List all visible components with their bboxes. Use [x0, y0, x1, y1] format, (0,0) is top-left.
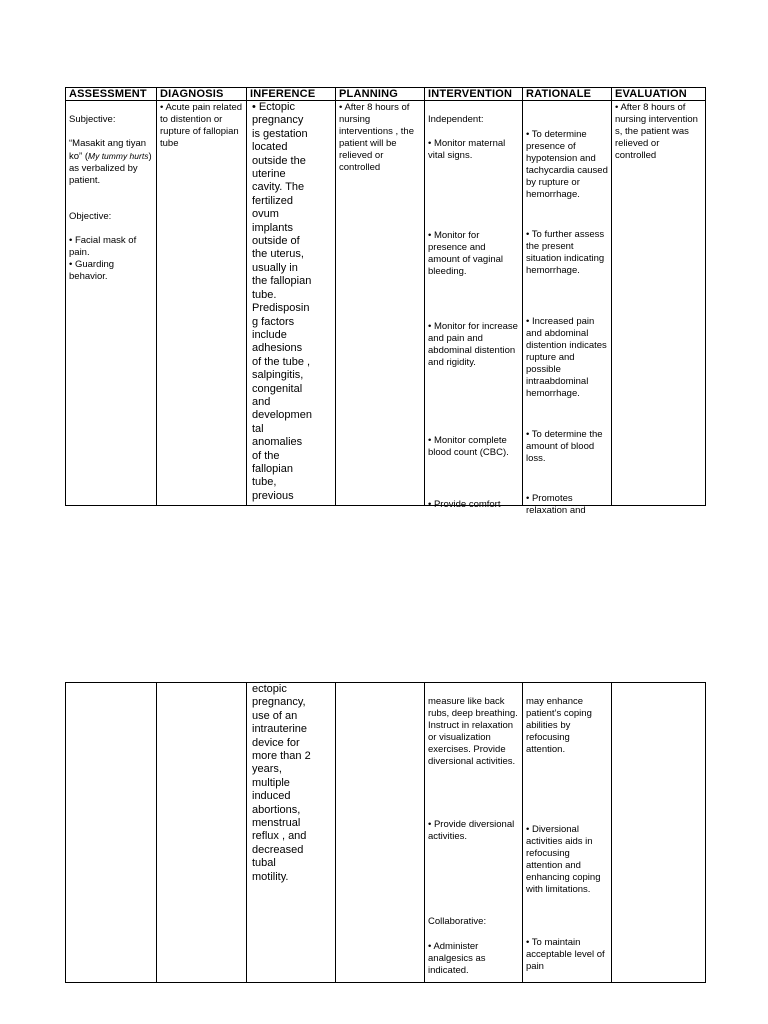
independent-label: Independent:	[428, 114, 484, 125]
header-planning: PLANNING	[336, 88, 425, 101]
planning-text: • After 8 hours of nursing interventions , the patient will be relieved or controlled	[339, 102, 414, 173]
inference-cell	[247, 683, 336, 983]
assessment-cell	[66, 683, 157, 983]
rationale-item: • To further assess the present situation indicating hemorrhage.	[526, 229, 605, 276]
rationale-item: • Increased pain and abdominal distention indicates rupture and possible intraabdominal hemorrhage.	[526, 316, 607, 399]
header-row	[66, 88, 706, 101]
header-assessment: ASSESSMENT	[66, 88, 157, 101]
rationale-item: • To determine presence of hypotension and tachycardia caused by rupture or hemorrhage.	[526, 129, 608, 200]
inference-cell	[247, 101, 336, 506]
rationale-cell	[523, 683, 612, 983]
intervention-cell	[425, 101, 523, 510]
content-row-continued	[66, 683, 706, 983]
evaluation-cell	[612, 683, 706, 983]
planning-cell	[336, 101, 425, 506]
evaluation-cell	[612, 101, 706, 506]
rationale-item: • To maintain acceptable level of pain	[526, 937, 605, 972]
subjective-label: Subjective:	[69, 114, 116, 125]
rationale-item: • Promotes relaxation and	[526, 493, 586, 516]
planning-cell	[336, 683, 425, 983]
rationale-item: • To determine the amount of blood loss.	[526, 429, 603, 464]
header-inference: INFERENCE	[247, 88, 336, 101]
intervention-continued: measure like back rubs, deep breathing. Instruct in relaxation or visualization exercises. Provide diversional activities.	[428, 696, 518, 767]
header-rationale: RATIONALE	[523, 88, 612, 101]
rationale-cell	[523, 101, 612, 516]
intervention-item: • Provide diversional activities.	[428, 819, 515, 842]
rationale-item: • Diversional activities aids in refocusing attention and enhancing coping with limitations.	[526, 824, 601, 895]
intervention-item: • Provide comfort	[428, 499, 501, 510]
header-intervention: INTERVENTION	[425, 88, 523, 101]
inference-text-continued: ectopic pregnancy, use of an intrauterine device for more than 2 years, multiple induced abortions, menstrual reflux , and decreased tubal motility.	[252, 683, 311, 883]
quote-translation: My tummy hurts	[88, 151, 149, 161]
content-row	[66, 101, 706, 506]
collaborative-item: • Administer analgesics as indicated.	[428, 941, 486, 976]
header-evaluation: EVALUATION	[612, 88, 706, 101]
diagnosis-cell	[157, 101, 247, 506]
assessment-cell	[66, 101, 157, 506]
diagnosis-text: • Acute pain related to distention or rupture of fallopian tube	[160, 102, 243, 149]
rationale-continued: may enhance patient’s coping abilities by refocusing attention.	[526, 696, 592, 755]
collaborative-label: Collaborative:	[428, 916, 487, 927]
intervention-cell	[425, 683, 523, 983]
nursing-care-plan-table-page-2	[65, 682, 706, 983]
intervention-item: • Monitor complete blood count (CBC).	[428, 435, 509, 458]
diagnosis-cell	[157, 683, 247, 983]
header-diagnosis: DIAGNOSIS	[157, 88, 247, 101]
intervention-item: • Monitor maternal vital signs.	[428, 138, 506, 161]
subjective-quote: “Masakit ang tiyan ko” (My tummy hurts) as verbalized by patient.	[69, 138, 152, 186]
evaluation-text: • After 8 hours of nursing intervention s, the patient was relieved or controlled	[615, 102, 698, 161]
intervention-item: • Monitor for presence and amount of vaginal bleeding.	[428, 230, 503, 277]
nursing-care-plan-table-page-1	[65, 87, 706, 516]
objective-label: Objective:	[69, 211, 112, 222]
inference-text: • Ectopic pregnancy is gestation located outside the uterine cavity. The fertilized ovum implants outside of the uterus, usually in the fallopian tube. Predisposin g factors include adhesions of the tube , salpingitis, congenital and developmen tal anomalies of the fallopian tube, previous	[252, 101, 312, 502]
intervention-item: • Monitor for increase and pain and abdominal distention and rigidity.	[428, 321, 518, 368]
objective-items: • Facial mask of pain. • Guarding behavior.	[69, 235, 137, 282]
